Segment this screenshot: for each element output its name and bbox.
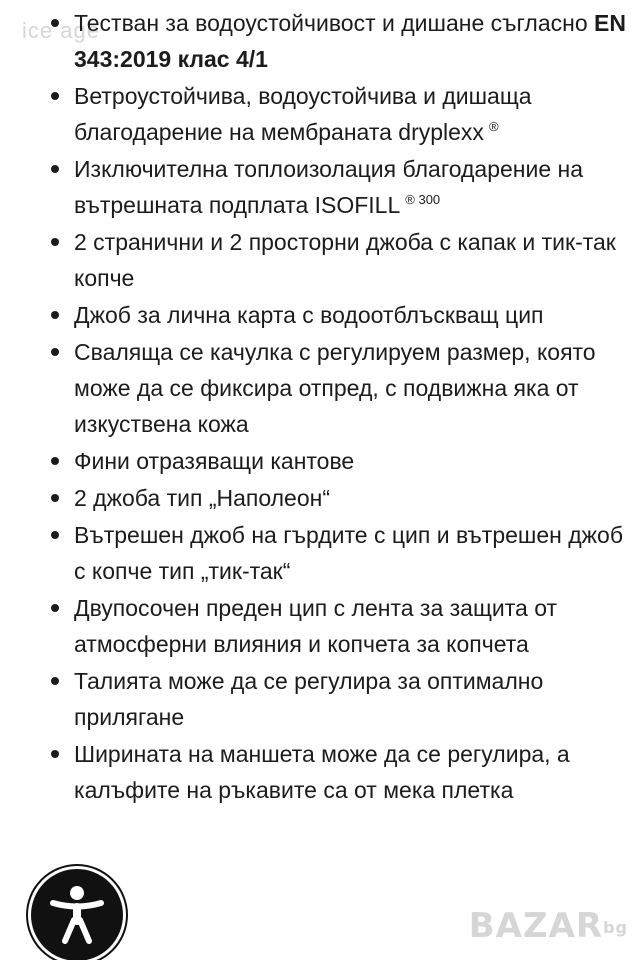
list-item bbox=[74, 77, 640, 150]
list-item-text: Тестван за водоустойчивост и дишане съгласно bbox=[74, 10, 595, 36]
bazar-watermark-logo bbox=[469, 906, 628, 946]
list-item bbox=[74, 516, 640, 589]
list-item-text: Талията може да се регулира за оптимално прилягане bbox=[74, 668, 544, 730]
registered-mark: ® bbox=[488, 119, 499, 134]
list-item bbox=[74, 333, 640, 442]
list-item bbox=[74, 662, 640, 735]
list-item-text: 2 странични и 2 просторни джоба с капак и тик-так копче bbox=[74, 229, 616, 291]
registered-mark: ® 300 bbox=[405, 192, 441, 207]
list-item-text: 2 джоба тип „Наполеон“ bbox=[74, 485, 330, 511]
accessibility-button[interactable] bbox=[28, 866, 126, 960]
logo-text: BAZAR bbox=[468, 906, 604, 946]
standard-label: EN 343:2019 клас 4/1 bbox=[74, 10, 626, 72]
list-item-text: Фини отразяващи кантове bbox=[74, 448, 355, 474]
list-item bbox=[74, 4, 640, 77]
list-item-text: Вътрешен джоб на гърдите с цип и вътрешен джоб с копче тип „тик-так“ bbox=[74, 522, 624, 584]
list-item bbox=[74, 223, 640, 296]
list-item bbox=[74, 150, 640, 223]
list-item-text: Джоб за лична карта с водоотблъскващ цип bbox=[74, 302, 544, 328]
list-item-text: Ветроустойчива, водоустойчива и дишаща благодарение на мембраната dryplexx bbox=[74, 83, 532, 145]
list-item bbox=[74, 442, 640, 479]
list-item-text: Сваляща се качулка с регулируем размер, която може да се фиксира отпред, с подвижна яка от изкуствена кожа bbox=[74, 339, 596, 437]
list-item-text: Ширината на маншета може да се регулира, а калъфите на ръкавите са от мека плетка bbox=[74, 741, 570, 803]
watermark-text: ice age bbox=[22, 18, 100, 43]
feature-list bbox=[0, 4, 640, 808]
logo-suffix: bg bbox=[603, 918, 628, 937]
list-item bbox=[74, 479, 640, 516]
list-item bbox=[74, 296, 640, 333]
list-item-text: Изключителна топлоизолация благодарение на вътрешната подплата ISOFILL bbox=[74, 156, 584, 218]
accessibility-person-icon bbox=[47, 883, 107, 947]
list-item bbox=[74, 589, 640, 662]
list-item bbox=[74, 735, 640, 808]
list-item-text: Двупосочен преден цип с лента за защита от атмосферни влияния и копчета за копчета bbox=[74, 595, 558, 657]
